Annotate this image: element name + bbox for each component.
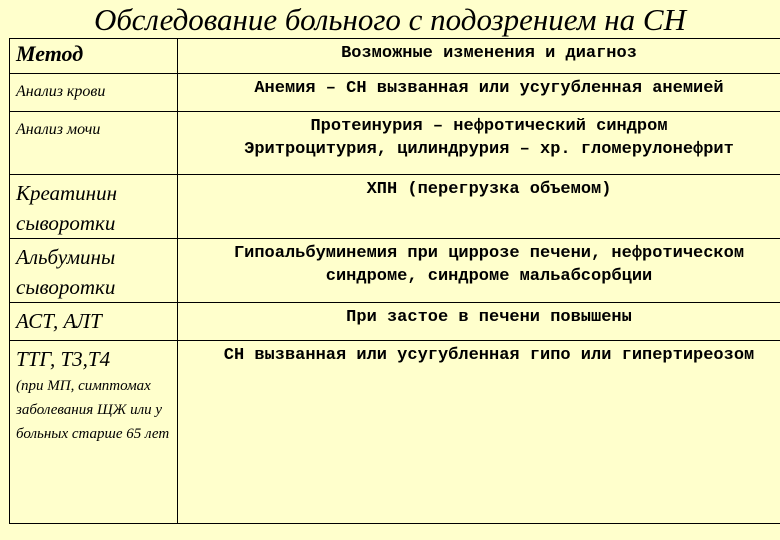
header-method: Метод [10,39,178,74]
table-row [10,341,780,524]
changes-line: Протеинурия – нефротический синдром [310,117,668,136]
diagnostics-table [9,38,780,524]
table-row [10,303,780,341]
method-line: сыворотки [16,211,116,235]
table-row [10,112,780,175]
header-changes: Возможные изменения и диагноз [178,39,780,74]
method-cell: Анализ мочи [10,112,178,175]
method-cell: АСТ, АЛТ [10,303,178,341]
method-cell [10,175,178,239]
table-row [10,239,780,303]
method-line: ТТГ, Т3,Т4 [16,347,111,371]
changes-cell [178,341,780,524]
changes-line: СН вызванная или усугубленная гипо или гипертиреозом [223,346,755,365]
method-note: (при МП, симптомах заболевания ЩЖ или у больных старше 65 лет [16,378,170,442]
method-cell [10,341,178,524]
method-line: сыворотки [16,275,116,299]
method-line: Креатинин [16,181,117,205]
changes-cell [178,239,780,303]
changes-line: Анемия – СН вызванная или усугубленная анемией [254,79,724,98]
changes-line: При застое в печени повышены [346,308,632,327]
changes-cell [178,112,780,175]
changes-line: Эритроцитурия, цилиндрурия – хр. гломерулонефрит [244,140,734,159]
method-cell [10,239,178,303]
changes-line: синдроме, синдроме мальабсорбции [325,267,653,286]
method-line: Альбумины [16,245,116,269]
changes-cell [178,175,780,239]
page-title: Обследование больного с подозрением на СН [94,2,686,37]
changes-line: Гипоальбуминемия при циррозе печени, нефротическом [233,244,745,263]
table-row [10,74,780,112]
table-header-row [10,39,780,74]
changes-line: ХПН (перегрузка объемом) [366,180,612,199]
changes-cell [178,74,780,112]
table-row [10,175,780,239]
changes-cell [178,303,780,341]
method-cell: Анализ крови [10,74,178,112]
